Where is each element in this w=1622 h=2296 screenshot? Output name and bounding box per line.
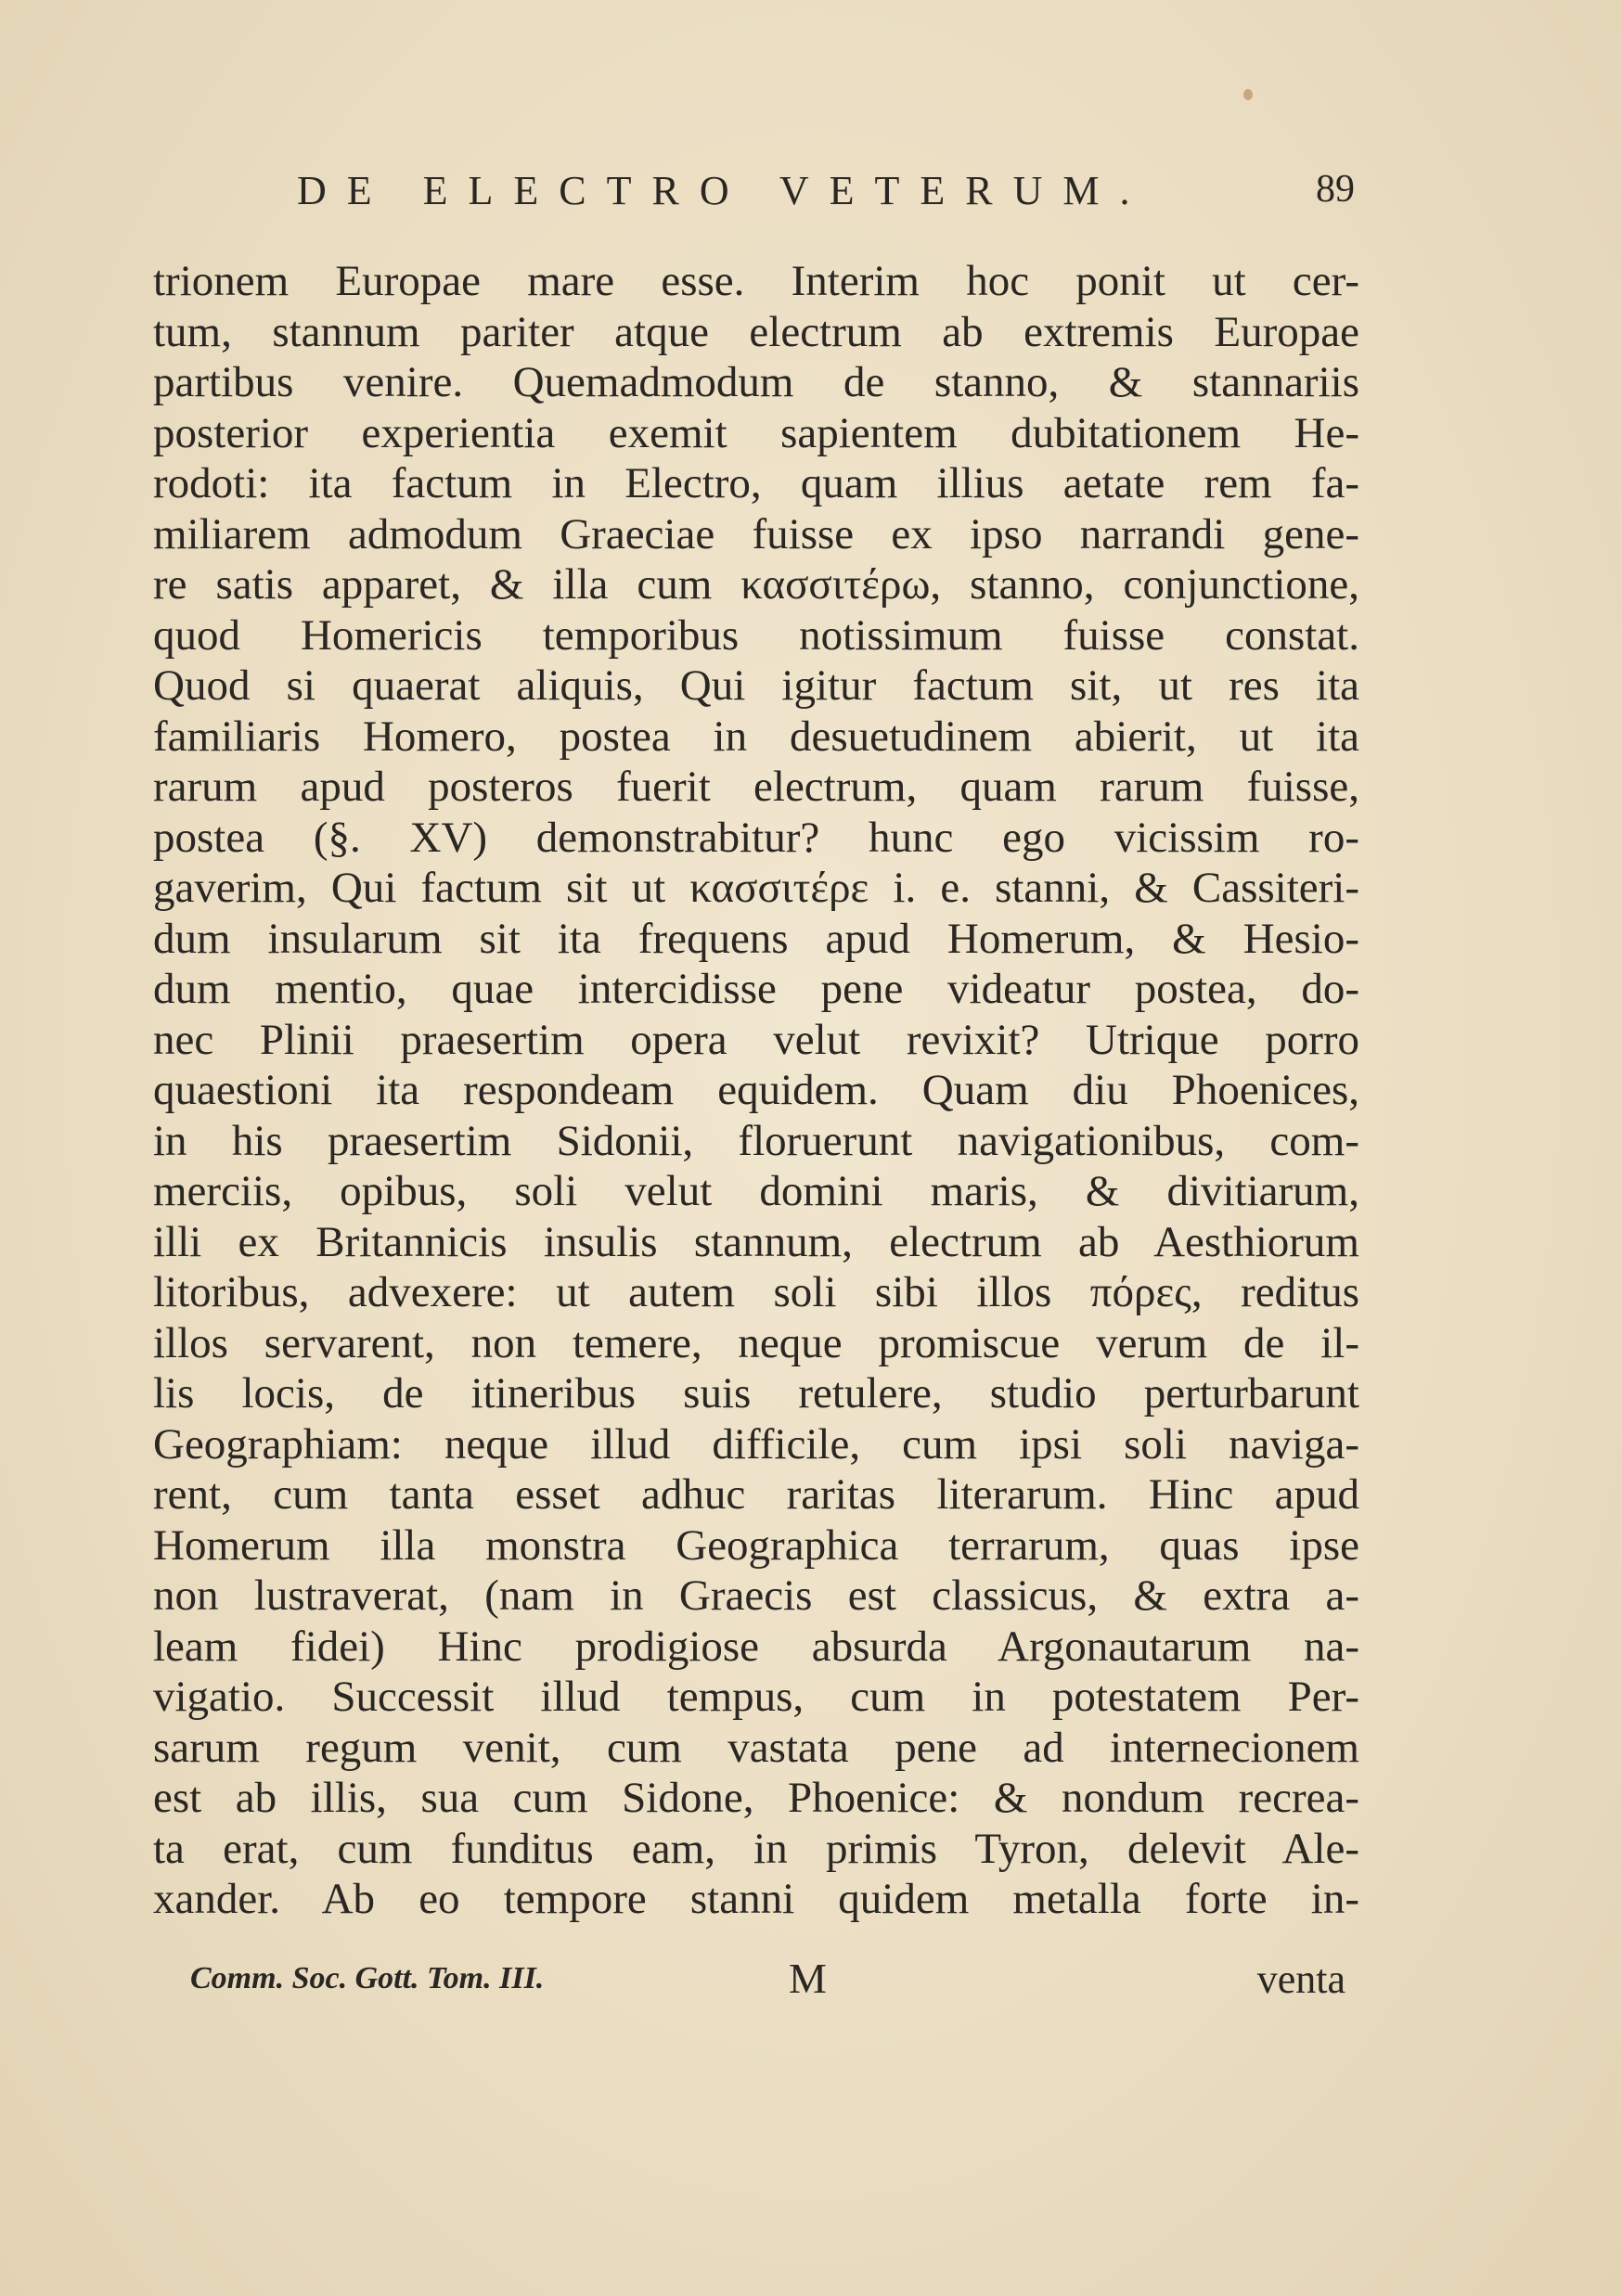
text-line: quaestioni ita respondeam equidem. Quam diu Phoenices, bbox=[153, 1066, 1359, 1114]
text-line: in his praesertim Sidonii, floruerunt navigationibus, com- bbox=[153, 1116, 1359, 1165]
text-line: partibus venire. Quemadmodum de stanno, & stannariis bbox=[153, 358, 1359, 406]
text-line: est ab illis, sua cum Sidone, Phoenice: & nondum recrea- bbox=[153, 1774, 1359, 1822]
text-line: illos servarent, non temere, neque promiscue verum de il- bbox=[153, 1318, 1359, 1367]
text-line: ta erat, cum funditus eam, in primis Tyron, delevit Ale- bbox=[153, 1824, 1359, 1873]
page-header bbox=[148, 167, 1355, 223]
text-line: dum insularum sit ita frequens apud Homerum, & Hesio- bbox=[153, 914, 1359, 963]
text-line: illi ex Britannicis insulis stannum, electrum ab Aesthiorum bbox=[153, 1217, 1359, 1266]
text-line: quod Homericis temporibus notissimum fuisse constat. bbox=[153, 610, 1359, 660]
catchword: venta bbox=[1256, 1956, 1345, 2002]
text-line: trionem Europae mare esse. Interim hoc ponit ut cer- bbox=[153, 257, 1359, 305]
text-line: Quod si quaerat aliquis, Qui igitur factum sit, ut res ita bbox=[153, 661, 1359, 710]
text-line: merciis, opibus, soli velut domini maris, & divitiarum, bbox=[153, 1167, 1359, 1215]
text-line: gaverim, Qui factum sit ut κασσιτέρε i. e. stanni, & Cassiteri- bbox=[153, 864, 1359, 912]
text-line: dum mentio, quae intercidisse pene videatur postea, do- bbox=[153, 965, 1359, 1013]
text-line: familiaris Homero, postea in desuetudinem abierit, ut ita bbox=[153, 712, 1359, 761]
text-line: Homerum illa monstra Geographica terrarum, quas ipse bbox=[153, 1520, 1359, 1570]
journal-imprint: Comm. Soc. Gott. Tom. III. bbox=[190, 1961, 545, 1995]
running-title: DE ELECTRO VETERUM. bbox=[297, 168, 1151, 213]
ink-stain bbox=[1243, 89, 1253, 100]
text-line: posterior experientia exemit sapientem dubitationem He- bbox=[153, 408, 1359, 457]
text-line: miliarem admodum Graeciae fuisse ex ipso narrandi gene- bbox=[153, 509, 1359, 558]
body-text bbox=[153, 256, 1359, 1925]
text-line: re satis apparet, & illa cum κασσιτέρω, stanno, conjunctione, bbox=[153, 560, 1359, 609]
page-number: 89 bbox=[1316, 168, 1355, 211]
text-line: rarum apud posteros fuerit electrum, quam rarum fuisse, bbox=[153, 763, 1359, 811]
text-line: rent, cum tanta esset adhuc raritas literarum. Hinc apud bbox=[153, 1470, 1359, 1519]
text-line: xander. Ab eo tempore stanni quidem metalla forte in- bbox=[153, 1875, 1359, 1923]
text-line: nec Plinii praesertim opera velut revixit? Utrique porro bbox=[153, 1015, 1359, 1064]
text-line: tum, stannum pariter atque electrum ab extremis Europae bbox=[153, 307, 1359, 356]
text-line: vigatio. Successit illud tempus, cum in potestatem Per- bbox=[153, 1673, 1359, 1721]
text-line: non lustraverat, (nam in Graecis est classicus, & extra a- bbox=[153, 1571, 1359, 1620]
text-line: litoribus, advexere: ut autem soli sibi illos πόρες, reditus bbox=[153, 1268, 1359, 1316]
text-line: rodoti: ita factum in Electro, quam illius aetate rem fa- bbox=[153, 459, 1359, 507]
signature-mark: M bbox=[789, 1955, 827, 2002]
page-footer bbox=[190, 1954, 1345, 2009]
text-line: postea (§. XV) demonstrabitur? hunc ego vicissim ro- bbox=[153, 813, 1359, 862]
text-line: leam fidei) Hinc prodigiose absurda Argonautarum na- bbox=[153, 1622, 1359, 1671]
text-line: sarum regum venit, cum vastata pene ad internecionem bbox=[153, 1723, 1359, 1772]
text-line: Geographiam: neque illud difficile, cum ipsi soli naviga- bbox=[153, 1419, 1359, 1469]
text-line: lis locis, de itineribus suis retulere, studio perturbarunt bbox=[153, 1369, 1359, 1417]
